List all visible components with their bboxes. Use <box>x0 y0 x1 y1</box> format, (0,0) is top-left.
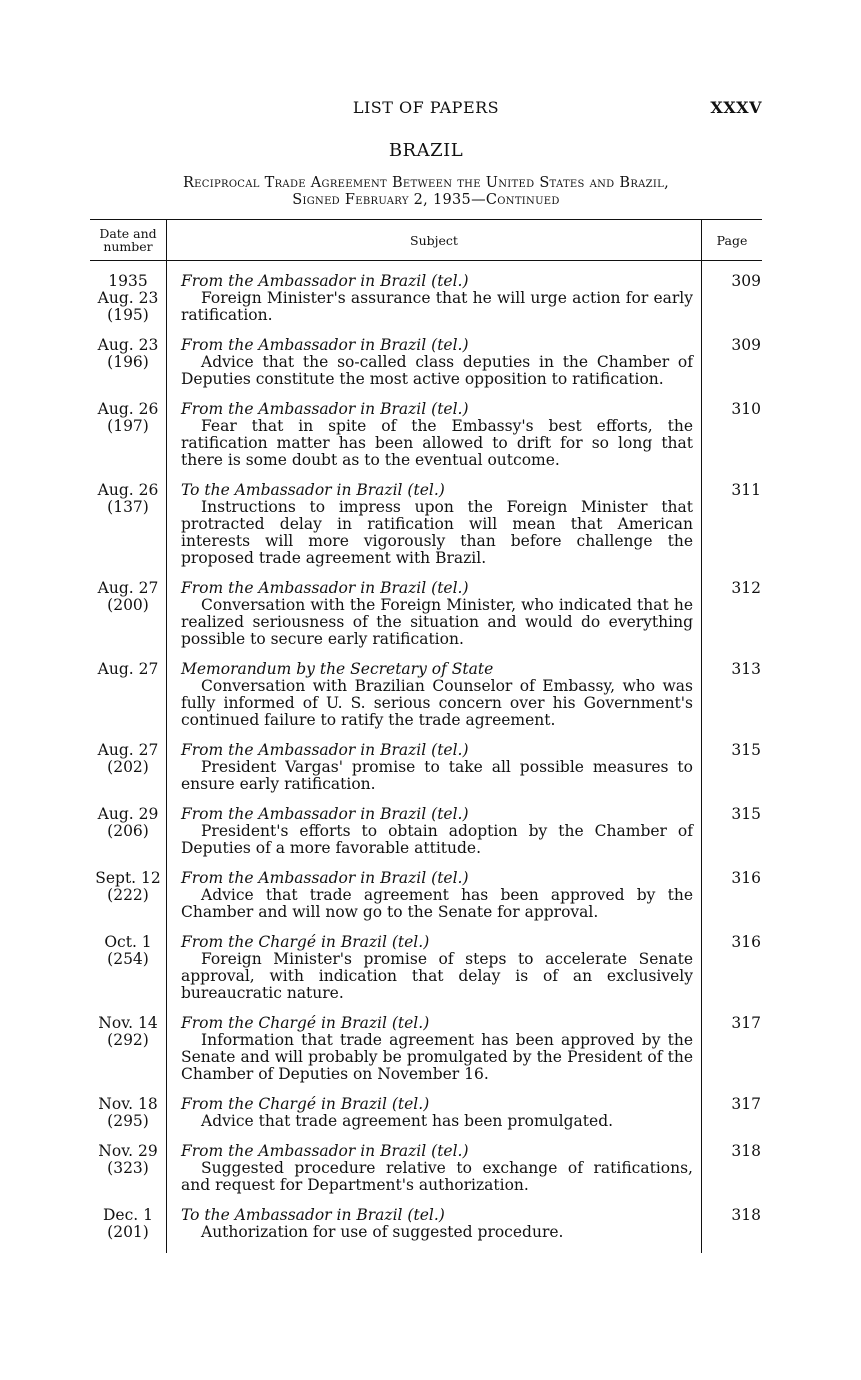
papers-table <box>90 219 762 1253</box>
row-date-cell <box>90 1206 167 1253</box>
row-description: Advice that the so-called class deputies in the Chamber of Deputies constitute the most active opposition to ratification. <box>181 353 693 388</box>
table-row <box>90 805 762 869</box>
row-date: Nov. 14 <box>98 1014 158 1032</box>
table-row <box>90 1206 762 1253</box>
row-correspondent: From the Ambassador in Brazil (tel.) <box>181 336 469 354</box>
row-subject-cell <box>167 741 702 805</box>
row-date: Aug. 26 <box>97 400 159 418</box>
table-row <box>90 1014 762 1095</box>
row-description: Conversation with the Foreign Minister, who indicated that he realized seriousness of the situation and would do everything possible to secure early ratification. <box>181 596 693 648</box>
row-number: (295) <box>107 1112 149 1130</box>
row-page: 318 <box>731 1142 761 1160</box>
table-row <box>90 579 762 660</box>
row-date-cell <box>90 805 167 869</box>
row-correspondent: From the Chargé in Brazil (tel.) <box>181 1014 430 1032</box>
row-date: Aug. 27 <box>97 660 159 678</box>
row-page: 316 <box>731 933 761 951</box>
row-description: Advice that trade agreement has been approved by the Chamber and will now go to the Senate for approval. <box>181 886 693 921</box>
row-subject-cell <box>167 933 702 1014</box>
row-page: 316 <box>731 869 761 887</box>
row-subject-cell <box>167 261 702 337</box>
row-description: Suggested procedure relative to exchange of ratifications, and request for Department's authorization. <box>181 1159 693 1194</box>
row-date: Aug. 27 <box>97 579 159 597</box>
section-subtitle <box>90 175 762 209</box>
row-date-cell <box>90 660 167 741</box>
row-date: Aug. 27 <box>97 741 159 759</box>
row-subject-cell <box>167 805 702 869</box>
country-heading: BRAZIL <box>388 140 464 161</box>
table-row <box>90 1142 762 1206</box>
row-description: Fear that in spite of the Embassy's best efforts, the ratification matter has been allowed to drift for so long that there is some doubt as to the eventual outcome. <box>181 417 693 469</box>
row-subject-cell <box>167 1095 702 1142</box>
row-page: 309 <box>731 272 761 290</box>
table-row <box>90 741 762 805</box>
row-date: Dec. 1 <box>103 1206 153 1224</box>
header-title: LIST OF PAPERS <box>352 98 500 117</box>
header-date: Date and number <box>90 220 167 261</box>
row-subject-cell <box>167 869 702 933</box>
row-date-cell <box>90 481 167 579</box>
row-date-cell <box>90 933 167 1014</box>
row-date-cell <box>90 1142 167 1206</box>
row-correspondent: From the Ambassador in Brazil (tel.) <box>181 741 469 759</box>
row-correspondent: To the Ambassador in Brazil (tel.) <box>181 481 445 499</box>
table-body <box>90 261 762 1254</box>
row-subject-cell <box>167 336 702 400</box>
row-correspondent: From the Ambassador in Brazil (tel.) <box>181 869 469 887</box>
row-number: (201) <box>107 1223 149 1241</box>
row-description: President's efforts to obtain adoption by the Chamber of Deputies of a more favorable attitude. <box>181 822 693 857</box>
row-description: Conversation with Brazilian Counselor of Embassy, who was fully informed of U. S. serious concern over his Government's continued failure to ratify the trade agreement. <box>181 677 693 729</box>
subtitle-line-1: Reciprocal Trade Agreement Between the United States and Brazil, <box>182 175 670 191</box>
row-date-cell <box>90 1095 167 1142</box>
row-correspondent: From the Ambassador in Brazil (tel.) <box>181 805 469 823</box>
row-description: President Vargas' promise to take all possible measures to ensure early ratification. <box>181 758 693 793</box>
row-page: 317 <box>731 1014 761 1032</box>
row-date: Aug. 29 <box>97 805 159 823</box>
row-correspondent: From the Ambassador in Brazil (tel.) <box>181 579 469 597</box>
row-correspondent: From the Ambassador in Brazil (tel.) <box>181 272 469 290</box>
row-date: Aug. 23 <box>97 289 159 307</box>
row-correspondent: Memorandum by the Secretary of State <box>181 660 494 678</box>
row-subject-cell <box>167 1206 702 1253</box>
row-date: Sept. 12 <box>95 869 161 887</box>
year-label: 1935 <box>108 272 148 290</box>
row-correspondent: From the Ambassador in Brazil (tel.) <box>181 400 469 418</box>
row-subject-cell <box>167 579 702 660</box>
row-number: (206) <box>107 822 149 840</box>
row-description: Information that trade agreement has been approved by the Senate and will probably be promulgated by the President of the Chamber of Deputies on November 16. <box>181 1031 693 1083</box>
row-description: Foreign Minister's promise of steps to accelerate Senate approval, with indication that delay is of an exclusively bureaucratic nature. <box>181 950 693 1002</box>
row-number: (254) <box>107 950 149 968</box>
row-correspondent: From the Chargé in Brazil (tel.) <box>181 933 430 951</box>
row-date-cell <box>90 261 167 337</box>
subtitle-line-2: Signed February 2, 1935—Continued <box>292 192 560 208</box>
table-row <box>90 869 762 933</box>
row-number: (222) <box>107 886 149 904</box>
row-number: (200) <box>107 596 149 614</box>
row-date: Nov. 18 <box>98 1095 158 1113</box>
row-page: 310 <box>731 400 761 418</box>
row-page: 315 <box>731 805 761 823</box>
row-correspondent: From the Ambassador in Brazil (tel.) <box>181 1142 469 1160</box>
row-subject-cell <box>167 660 702 741</box>
row-date: Nov. 29 <box>98 1142 158 1160</box>
row-number: (323) <box>107 1159 149 1177</box>
row-date: Oct. 1 <box>104 933 152 951</box>
row-subject-cell <box>167 400 702 481</box>
table-row <box>90 1095 762 1142</box>
table-row <box>90 660 762 741</box>
row-page: 317 <box>731 1095 761 1113</box>
row-subject-cell <box>167 481 702 579</box>
row-page: 309 <box>731 336 761 354</box>
document-page <box>90 98 762 1253</box>
row-date-cell <box>90 741 167 805</box>
running-header <box>90 98 762 120</box>
row-description: Authorization for use of suggested procedure. <box>201 1223 564 1241</box>
row-date-cell <box>90 400 167 481</box>
row-subject-cell <box>167 1142 702 1206</box>
row-page: 315 <box>731 741 761 759</box>
row-number: (292) <box>107 1031 149 1049</box>
row-date-cell <box>90 869 167 933</box>
table-row <box>90 336 762 400</box>
header-page-number: XXXV <box>710 98 762 117</box>
row-date: Aug. 23 <box>97 336 159 354</box>
table-row <box>90 481 762 579</box>
row-correspondent: To the Ambassador in Brazil (tel.) <box>181 1206 445 1224</box>
row-description: Instructions to impress upon the Foreign Minister that protracted delay in ratification will mean that American interests will more vigorously than before challenge the proposed trade agreement with Brazil. <box>181 498 693 567</box>
row-number: (137) <box>107 498 149 516</box>
row-date-cell <box>90 1014 167 1095</box>
row-date: Aug. 26 <box>97 481 159 499</box>
header-page: Page <box>702 220 763 261</box>
table-row <box>90 261 762 337</box>
row-number: (202) <box>107 758 149 776</box>
row-number: (197) <box>107 417 149 435</box>
row-correspondent: From the Chargé in Brazil (tel.) <box>181 1095 430 1113</box>
row-date-cell <box>90 336 167 400</box>
header-subject: Subject <box>167 220 702 261</box>
row-page: 312 <box>731 579 761 597</box>
row-description: Advice that trade agreement has been promulgated. <box>201 1112 614 1130</box>
row-description: Foreign Minister's assurance that he will urge action for early ratification. <box>181 289 693 324</box>
row-page: 313 <box>731 660 761 678</box>
table-header-row <box>90 220 762 261</box>
row-date-cell <box>90 579 167 660</box>
row-subject-cell <box>167 1014 702 1095</box>
row-number: (196) <box>107 353 149 371</box>
table-row <box>90 400 762 481</box>
row-number: (195) <box>107 306 149 324</box>
table-row <box>90 933 762 1014</box>
row-page: 311 <box>731 481 761 499</box>
row-page: 318 <box>731 1206 761 1224</box>
